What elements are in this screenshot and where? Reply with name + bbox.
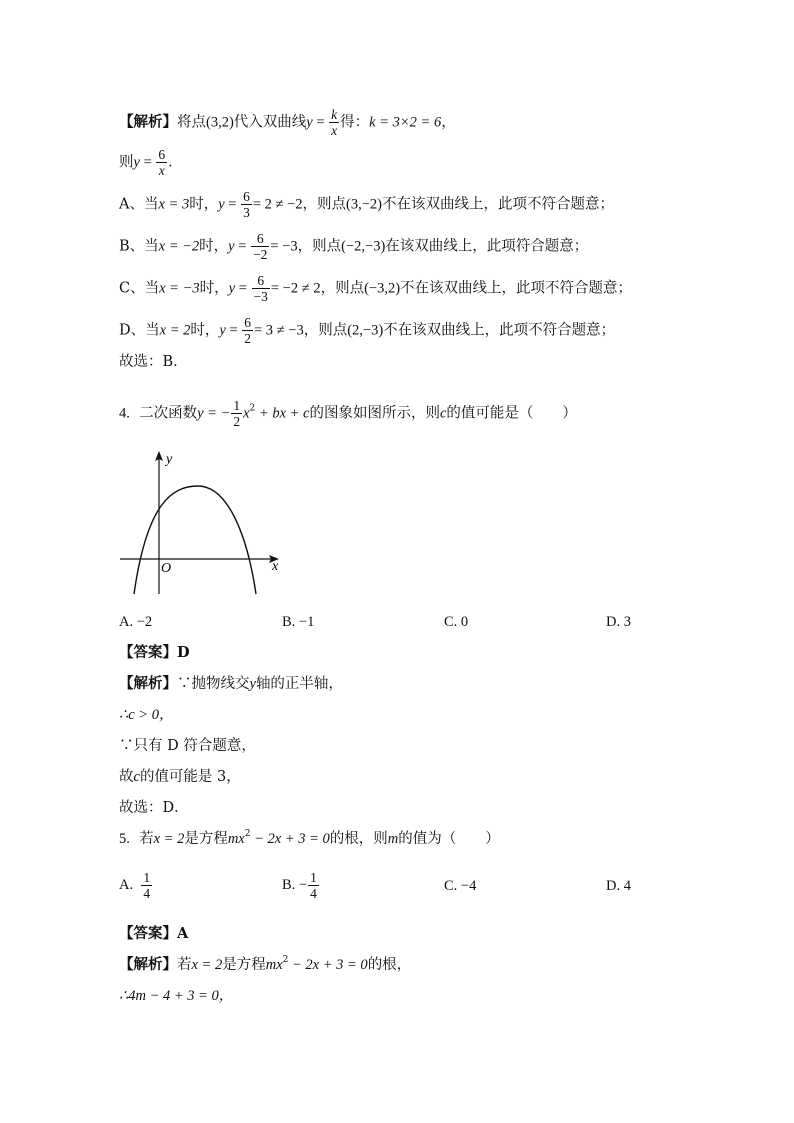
- q5-option-a: A. $\frac{1}{4}$: [119, 870, 151, 901]
- q5-solution-line-2: ∴4m − 4 + 3 = 0，: [119, 988, 234, 1004]
- q5-option-c: C. −4: [444, 878, 477, 894]
- answer-q5: 【答案】A: [119, 925, 189, 942]
- x-axis-label: x: [272, 559, 279, 574]
- solution-tag: 【解析】: [119, 113, 177, 131]
- fraction-6-over-x: $\frac{6}{x}$: [158, 147, 166, 178]
- case-b-line: B、当x = −2时，y = $\frac{6}{-2}$ = −3，则点(−2,−3)在该双曲线上，此项符合题意；: [119, 231, 589, 262]
- q5-option-d: D. 4: [606, 878, 631, 894]
- q5-option-b: B. − $\frac{1}{4}$: [282, 870, 317, 901]
- origin-label: O: [161, 561, 172, 576]
- question-4: 4. 二次函数y = − $\frac{1}{2}$ $x^2$ + bx + c的图象如图所示，则c的值可能是（ ）: [119, 398, 577, 429]
- case-c-line: C、当x = −3时，y = $\frac{6}{-3}$ = −2 ≠ 2，则点(−3,2)不在该双曲线上，此项不符合题意；: [119, 273, 633, 304]
- fraction-k-over-x: $\frac{k}{x}$: [331, 107, 338, 138]
- solution-line-1: 【解析】将点(3,2)代入双曲线y = $\frac{k}{x}$ 得：k = 3×2 = 6，: [119, 107, 456, 138]
- q4-solution-line-1: 【解析】∵抛物线交y轴的正半轴，: [119, 675, 343, 692]
- option-a: A. −2: [119, 614, 153, 630]
- parabola-curve: [134, 486, 256, 594]
- parabola-graph: [112, 448, 287, 598]
- answer-q4: 【答案】D: [119, 644, 190, 661]
- q4-solution-line-4: 故c的值可能是 3，: [119, 769, 241, 785]
- option-c: C. 0: [444, 614, 469, 630]
- final-answer-q3: 故选：B．: [119, 354, 188, 370]
- solution-line-2: 则y = $\frac{6}{x}$ ．: [119, 147, 183, 178]
- y-axis-label: y: [166, 452, 173, 467]
- option-b: B. −1: [282, 614, 315, 630]
- q4-solution-line-5: 故选：D．: [119, 800, 189, 816]
- case-a-line: A、当x = 3时，y = $\frac{6}{3}$ = 2 ≠ −2，则点(3,−2)不在该双曲线上，此项不符合题意；: [119, 189, 615, 220]
- q5-solution-line-1: 【解析】若x = 2是方程$mx^2 - 2x + 3 = 0$的根，: [119, 955, 412, 973]
- case-d-line: D、当x = 2时，y = $\frac{6}{2}$ = 3 ≠ −3，则点(2,−3)不在该双曲线上，此项不符合题意；: [119, 315, 616, 346]
- q4-solution-line-3: ∵只有 D 符合题意，: [119, 738, 256, 754]
- option-d: D. 3: [606, 614, 631, 630]
- question-5: 5. 若x = 2是方程$mx^2 - 2x + 3 = 0$的根，则m的值为（ ）: [119, 829, 500, 847]
- q4-solution-line-2: ∴c > 0，: [119, 707, 174, 723]
